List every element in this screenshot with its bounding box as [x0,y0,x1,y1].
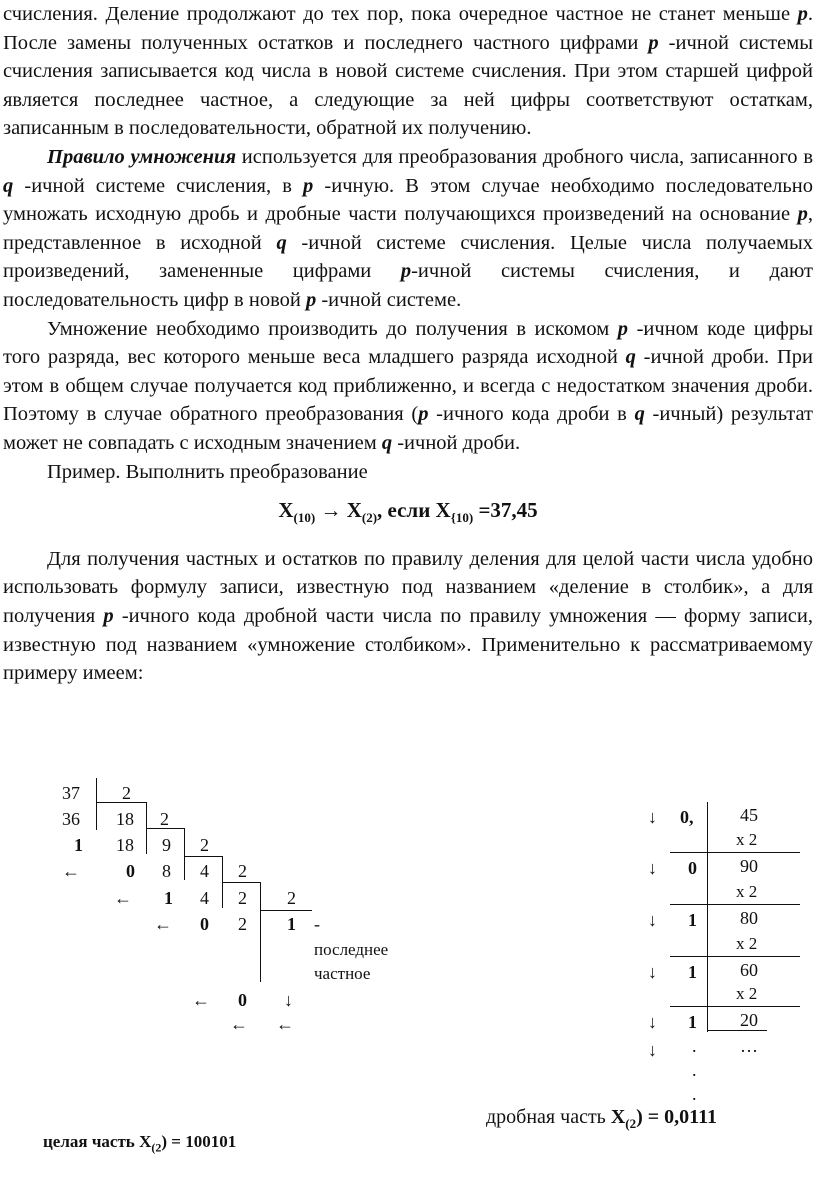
division-remainder: 1 [164,888,173,908]
mult-factor: x 2 [736,830,758,849]
result-x: X [610,1106,626,1128]
text-run: -ичной системе счисления, в [13,174,304,197]
result-x: X [139,1132,152,1151]
division-cell: 2 [160,809,169,829]
mult-value: 60 [740,960,758,980]
down-arrow-icon: ↓ [648,962,657,982]
formula-sub: (10) [293,510,316,526]
division-line [96,778,97,830]
paragraph-multiplication-detail [3,315,813,458]
text-run: , представленное в исходной [3,203,813,254]
text-run: используется для преобразования дробного числа, записанного в [236,145,813,168]
var-q: q [276,231,287,254]
division-cell: 2 [287,888,296,908]
example-intro: Пример. Выполнить преобразование [47,460,368,483]
result-value: ) = 0,0111 [636,1106,717,1128]
mult-value: 45 [740,805,758,825]
mult-integer-digit: 1 [688,962,697,982]
division-cell: 2 [122,783,131,803]
division-cell: 2 [238,861,247,881]
result-value: ) = 100101 [161,1132,237,1151]
text-run: -ичной дроби. [392,431,521,454]
text-run: -ичный) результат может не совпадать с исходным значением [3,403,814,454]
var-p: p [797,3,808,25]
left-arrow-icon: ← [192,990,210,1010]
mult-integer-digit: 1 [688,910,697,930]
division-line [96,802,146,803]
multiplication-line [707,1030,767,1031]
left-arrow-icon: ← [114,888,132,908]
multiplication-line [670,1006,800,1007]
mult-factor: x 2 [736,882,758,901]
down-arrow-icon: ↓ [648,1040,657,1060]
text-run: -ичной системе. [316,288,462,311]
text-run: -ичной системы счисления, и дают последовательность цифр в новой [3,260,813,311]
text-run: счисления. Деление продолжают до тех пор, пока очередное частное не станет меньше [3,3,798,25]
division-cell: 2 [200,835,209,855]
result-sub: (2 [151,1140,162,1155]
multiplication-line [707,802,708,1032]
division-cell: 4 [200,888,209,908]
division-line [260,910,312,911]
formula-sub: {10) [450,510,474,526]
multiplication-line [670,904,800,905]
text-run: -ичного кода дроби в [428,403,635,426]
integer-label: целая часть [43,1132,140,1151]
formula-x: X [278,498,294,523]
integer-result [43,1132,236,1155]
paragraph-multiplication-rule [3,143,813,315]
down-arrow-icon: ↓ [648,1012,657,1032]
mult-value: 20 [740,1010,758,1030]
last-quotient-note: последнее [314,940,389,959]
multiplication-line [670,956,800,957]
division-cell: 9 [162,835,171,855]
down-arrow-icon: ↓ [648,858,657,878]
body-text [3,0,813,688]
var-p: p [103,605,114,628]
var-q: q [625,346,636,369]
var-q: q [3,174,14,197]
text-run: Умножение необходимо производить до получения в искомом [47,317,618,340]
var-p: p [648,31,659,54]
left-arrow-icon: ← [276,1014,294,1034]
text-run: -ичного кода дробной части числа по правилу умножения — форму записи, известную под названием «умножение столбиком». Применительно к рассматриваемому примеру имеем: [3,605,813,685]
division-cell: 4 [200,861,209,881]
division-line [184,828,185,880]
formula-value: =37,45 [473,498,538,523]
continuation-ellipsis: … [740,1036,758,1056]
division-line [184,856,222,857]
fraction-label: дробная часть [486,1106,611,1128]
left-arrow-icon: ← [62,861,80,881]
division-remainder: 0 [238,990,247,1010]
last-quotient: 1 [287,914,296,934]
last-quotient-note: частное [314,964,371,983]
rule-term: Правило умножения [47,145,236,168]
mult-factor: x 2 [736,984,758,1003]
down-arrow-icon: ↓ [648,910,657,930]
division-cell: 2 [238,914,247,934]
left-arrow-icon: ← [230,1014,248,1034]
mult-value: 90 [740,856,758,876]
down-arrow-icon: ↓ [648,807,657,827]
formula-sub: (2) [361,510,378,526]
down-arrow-icon: ↓ [284,990,293,1010]
division-cell: 37 [62,783,80,803]
division-cell: 18 [116,835,134,855]
text-run: -ичную. В этом случае необходимо последовательно умножать исходную дробь и дробные части получающихся произведений на основание [3,174,813,226]
text-run: Для получения частных и остатков по правилу деления для целой части числа удобно использовать формулу записи, известную под названием «деление в столбик», а для получения [3,547,813,628]
division-line [260,882,261,982]
paragraph-division-rule-end [3,0,813,143]
var-p: p [305,288,317,311]
formula-condition: , если X [377,498,451,523]
continuation-dot: . [692,1036,697,1056]
var-p: p [797,203,808,226]
text-run: -ичном коде цифры того разряда, вес которого меньше веса младшего разряда исходной [3,317,813,369]
division-cell: 18 [116,809,134,829]
var-p: p [303,174,314,197]
multiplication-line [670,852,800,853]
var-p: p [400,260,412,283]
mult-integer-digit: 0, [680,807,694,827]
division-remainder: 1 [74,835,83,855]
mult-factor: x 2 [736,934,758,953]
division-cell: 8 [162,861,171,881]
division-remainder: 0 [126,861,135,881]
division-line [222,882,260,883]
var-q: q [381,431,393,454]
example-formula [3,496,813,533]
text-run: -ичной системе счисления. Целые числа получаемых произведений, замененные цифрами [3,231,813,283]
text-run: -ичной дроби. При этом в общем случае получается код приближенно, и всегда с недостатком значения дроби. Поэтому в случае обратного преобразования ( [3,346,813,426]
text-run: -ичной системы счисления записывается код числа в новой системе счисления. При этом старшей цифрой является последнее частное, а следующие за ней цифры соответствуют остаткам, записанным в последовательности, обратной их получению. [3,31,813,140]
division-cell: 36 [62,809,80,829]
mult-value: 80 [740,908,758,928]
mult-integer-digit: 1 [688,1012,697,1032]
division-dash: - [314,914,320,934]
text-run: . После замены полученных остатков и последнего частного цифрами [3,3,813,54]
var-p: p [418,403,429,426]
formula-arrow: → X [315,498,362,523]
division-remainder: 0 [200,914,209,934]
continuation-dot: . [692,1060,697,1080]
division-cell: 2 [238,888,247,908]
var-q: q [634,403,645,426]
var-p: p [617,317,629,340]
continuation-dot: . [692,1084,697,1104]
fraction-result [486,1106,717,1132]
left-arrow-icon: ← [154,914,172,934]
mult-integer-digit: 0 [688,858,697,878]
result-sub: (2 [625,1116,637,1131]
paragraph-method [3,545,813,688]
